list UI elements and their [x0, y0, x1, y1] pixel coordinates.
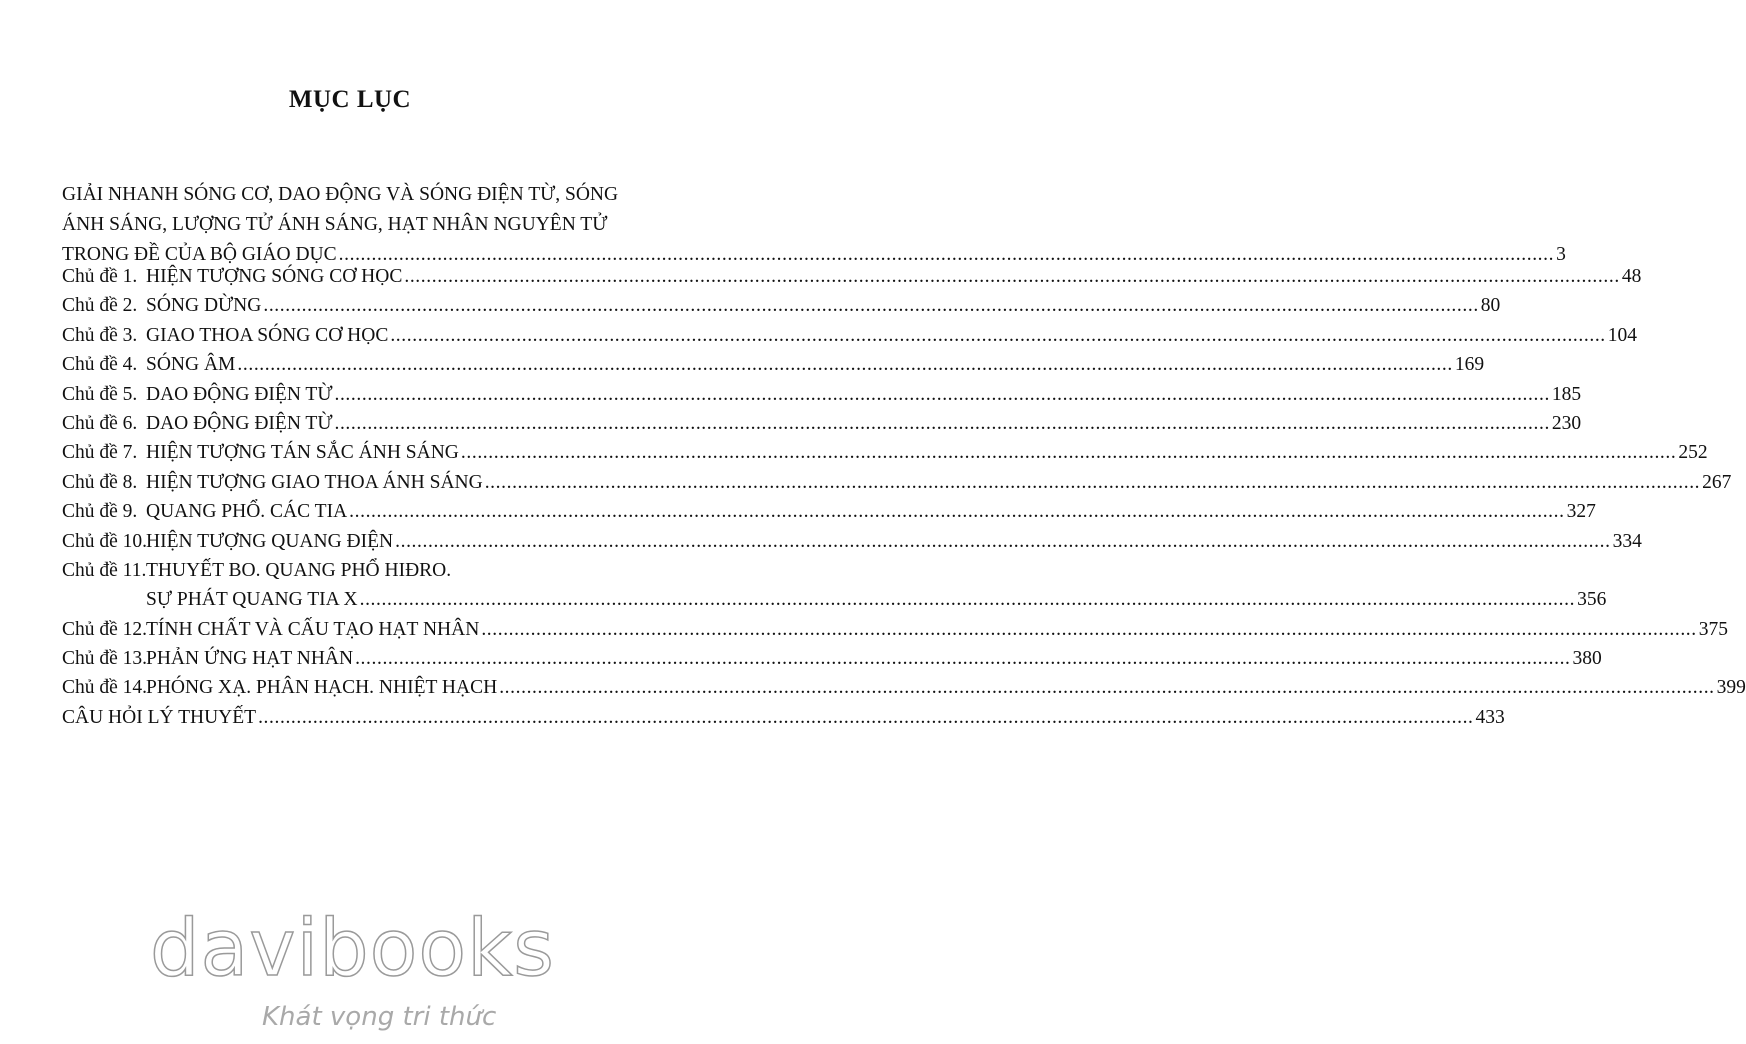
chapter-title: HIỆN TƯỢNG TÁN SẮC ÁNH SÁNG: [146, 442, 459, 464]
chapter-page-number: 399: [1716, 677, 1746, 699]
chapter-page-number: 327: [1566, 501, 1596, 523]
chapter-label: Chủ đề 4.: [62, 354, 138, 376]
chapter-title: PHÓNG XẠ. PHÂN HẠCH. NHIỆT HẠCH: [146, 677, 498, 699]
chapter-body: [146, 619, 1728, 641]
dot-leader: [485, 472, 1700, 494]
chapter-label: Chủ đề 14.: [62, 677, 148, 699]
watermark-logo: [150, 904, 570, 1032]
chapter-entry-11: [62, 559, 1607, 619]
chapter-title: HIỆN TƯỢNG QUANG ĐIỆN: [146, 530, 394, 552]
chapter-page-number: 252: [1678, 442, 1708, 464]
chapter-body: [146, 531, 1642, 553]
intro-line-1: GIẢI NHANH SÓNG CƠ, DAO ĐỘNG VÀ SÓNG ĐIỆN TỪ, SÓNG: [62, 184, 619, 205]
chapter-page-number: 356: [1577, 589, 1607, 611]
chapter-page-number: 230: [1551, 412, 1582, 434]
chapter-title: TÍNH CHẤT VÀ CẤU TẠO HẠT NHÂN: [146, 618, 480, 640]
chapter-title: SÓNG ÂM: [146, 354, 236, 376]
page-title: MỤC LỤC: [288, 86, 412, 113]
chapter-page-number: 185: [1551, 383, 1582, 405]
chapter-title: HIỆN TƯỢNG SÓNG CƠ HỌC: [146, 266, 403, 287]
chapter-body: [146, 325, 1637, 347]
closing-title: CÂU HỎI LÝ THUYẾT: [62, 706, 257, 728]
chapter-label: Chủ đề 8.: [62, 471, 138, 493]
dot-leader: [395, 531, 1610, 553]
chapter-entry-10: [62, 530, 1642, 560]
dot-leader: [499, 677, 1714, 699]
intro-line-3-text: TRONG ĐỀ CỦA BỘ GIÁO DỤC: [62, 244, 337, 265]
chapter-row: [62, 560, 628, 589]
chapter-title: HIỆN TƯỢNG GIAO THOA ÁNH SÁNG: [146, 471, 483, 493]
chapter-body: [146, 648, 1602, 670]
dot-leader: [263, 295, 1478, 317]
chapter-body: [146, 442, 1708, 464]
dot-leader: [481, 619, 1696, 641]
chapter-title: DAO ĐỘNG ĐIỆN TỪ: [146, 383, 333, 405]
chapter-entry-7: [62, 442, 1708, 471]
chapter-title-line-2: SỰ PHÁT QUANG TIA X: [146, 589, 358, 611]
watermark-slogan: Khát vọng tri thức: [262, 1002, 497, 1032]
chapter-row: [62, 589, 1607, 618]
chapter-body: [146, 501, 1596, 523]
chapter-body: [146, 413, 1581, 435]
chapter-entry-8: [62, 471, 1732, 501]
dot-leader: [404, 266, 1619, 288]
dot-leader: [355, 648, 1570, 670]
chapter-label: Chủ đề 13.: [62, 648, 148, 670]
chapter-body: [146, 354, 1484, 376]
chapter-page-number: 80: [1480, 295, 1501, 317]
chapter-entry-1: [62, 266, 1642, 295]
dot-leader: [349, 501, 1564, 523]
closing-entry: [62, 706, 1505, 736]
chapter-entry-12: [62, 618, 1729, 648]
chapter-label: Chủ đề 10.: [62, 530, 148, 552]
chapter-entry-4: [62, 354, 1485, 383]
chapter-body: [146, 384, 1581, 406]
chapter-title: DAO ĐỘNG ĐIỆN TỪ: [146, 412, 333, 434]
chapter-title: THUYẾT BO. QUANG PHỔ HIĐRO.: [146, 559, 452, 581]
watermark-brand: davibooks: [150, 904, 555, 994]
chapter-label: Chủ đề 5.: [62, 383, 138, 405]
dot-leader: [237, 354, 1452, 376]
chapter-body: [146, 295, 1500, 317]
chapter-page-number: 380: [1572, 648, 1602, 670]
chapter-page-number: 334: [1612, 530, 1642, 552]
intro-line-2: ÁNH SÁNG, LƯỢNG TỬ ÁNH SÁNG, HẠT NHÂN NGUYÊN TỬ: [62, 214, 608, 235]
chapter-entry-2: [62, 295, 1501, 324]
dot-leader: [461, 442, 1676, 464]
chapter-entry-13: [62, 648, 1602, 677]
intro-page-number: 3: [1556, 244, 1566, 265]
chapter-page-number: 375: [1698, 618, 1729, 640]
chapter-body: [146, 472, 1731, 494]
dot-leader: [334, 413, 1549, 435]
chapter-entry-6: [62, 412, 1582, 442]
chapter-label: Chủ đề 6.: [62, 412, 138, 434]
chapter-label: Chủ đề 2.: [62, 295, 138, 317]
chapter-title: SÓNG DỪNG: [146, 295, 262, 317]
chapter-label: Chủ đề 9.: [62, 501, 138, 523]
chapter-body: [146, 266, 1641, 288]
chapter-page-number: 267: [1702, 471, 1732, 493]
chapter-page-number: 104: [1607, 324, 1638, 346]
chapter-label: Chủ đề 1.: [62, 266, 138, 287]
chapter-list: [62, 266, 1746, 736]
chapter-entry-3: [62, 324, 1638, 354]
chapter-label: Chủ đề 7.: [62, 442, 138, 464]
chapter-page-number: 169: [1454, 354, 1485, 376]
dot-leader: [334, 384, 1549, 406]
closing-page-number: 433: [1475, 706, 1505, 728]
chapter-label: Chủ đề 11.: [62, 559, 147, 581]
chapter-entry-14: [62, 677, 1746, 706]
dot-leader: [258, 707, 1473, 729]
chapter-label: Chủ đề 12.: [62, 618, 148, 640]
chapter-page-number: 48: [1621, 266, 1642, 287]
intro-entry: [62, 180, 1566, 270]
chapter-entry-5: [62, 383, 1582, 413]
dot-leader: [390, 325, 1605, 347]
chapter-body: [146, 677, 1746, 699]
chapter-title: PHẢN ỨNG HẠT NHÂN: [146, 648, 354, 670]
chapter-label: Chủ đề 3.: [62, 324, 138, 346]
chapter-title: QUANG PHỔ. CÁC TIA: [146, 501, 348, 523]
chapter-body: [146, 589, 1606, 611]
chapter-title: GIAO THOA SÓNG CƠ HỌC: [146, 324, 389, 346]
chapter-entry-9: [62, 501, 1596, 530]
dot-leader: [360, 589, 1575, 611]
